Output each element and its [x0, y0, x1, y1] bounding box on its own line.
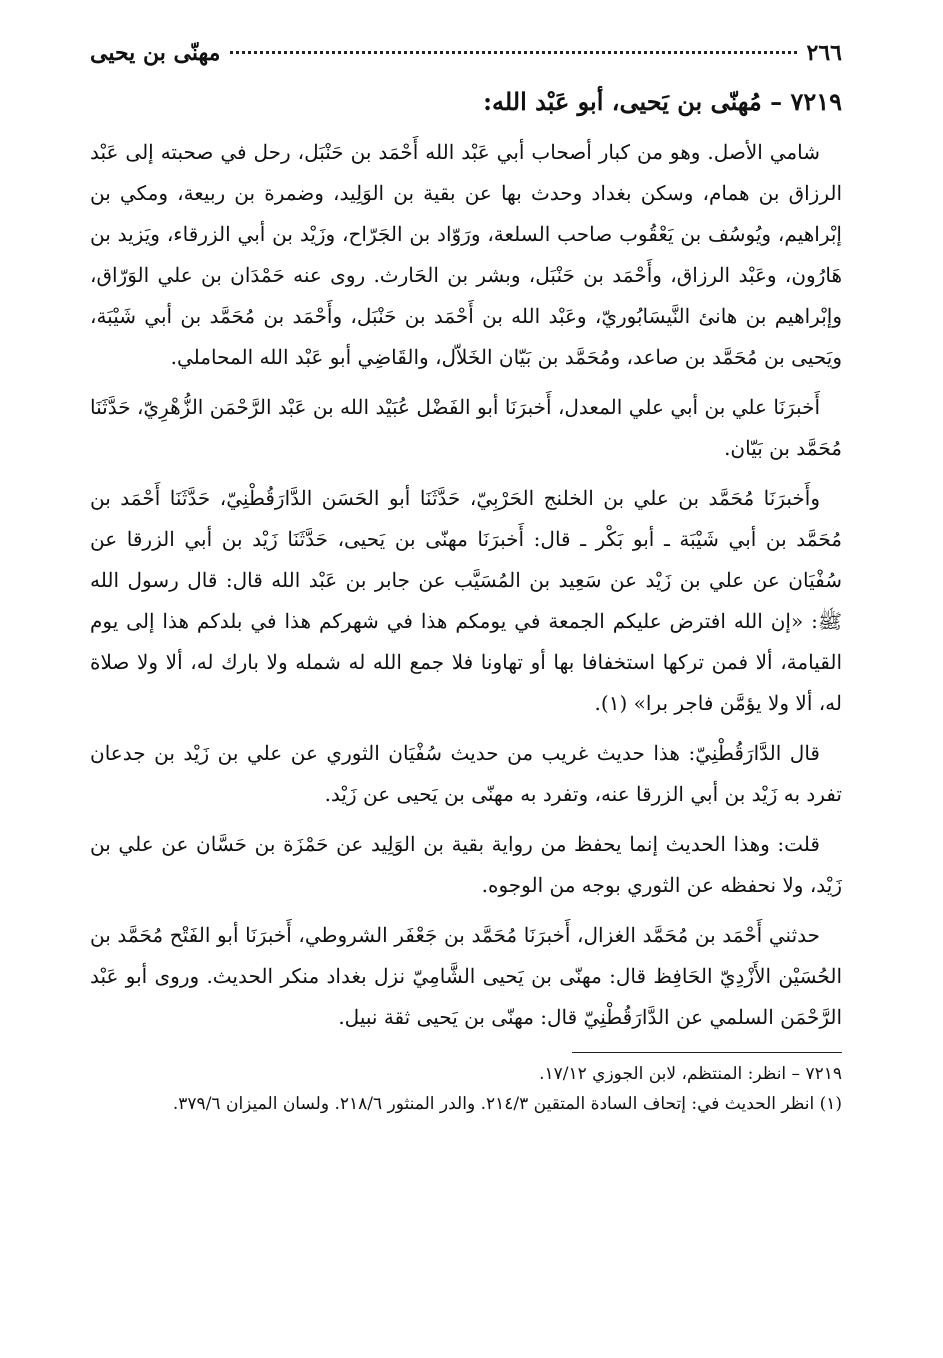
- footnote-divider: [572, 1052, 842, 1053]
- book-page: [90, 40, 842, 1330]
- running-header: [90, 40, 842, 76]
- running-title: مهنّى بن يحيى: [90, 40, 221, 66]
- paragraph-isnad-1: أَخبرَنَا علي بن أبي علي المعدل، أَخبرَنَا أبو الفَضْل عُبَيْد الله بن عَبْد الرَّحْمَن الزُّهْرِيّ، حَدَّثَنَا مُحَمَّد بن بَيّان.: [90, 395, 842, 460]
- footnotes: [90, 1059, 842, 1119]
- paragraph-daraqutni-comment: قال الدَّارَقُطْنِيّ: هذا حديث غريب من حديث سُفْيَان الثوري عن علي بن زَيْد بن جدعان تفرد به زَيْد بن أبي الزرقا عنه، وتفرد به مهنّى بن يَحيى عن زَيْد.: [90, 741, 842, 806]
- footnote-entry-source: ٧٢١٩ – انظر: المنتظم، لابن الجوزي ١٧/١٢.: [539, 1064, 842, 1084]
- footnote-hadith-sources: (١) انظر الحديث في: إتحاف السادة المتقين ٢١٤/٣. والدر المنثور ٢١٨/٦. ولسان الميزان ٣٧٩/٦.: [172, 1094, 842, 1114]
- paragraph-hadith: وأَخبرَنَا مُحَمَّد بن علي بن الخلنج الحَرْبِيّ، حَدَّثَنَا أبو الحَسَن الدَّارَقُطْنِيّ، حَدَّثَنَا أَحْمَد بن مُحَمَّد بن أبي شَيْبَة ـ أبو بَكْر ـ قال: أَخبرَنَا مهنّى بن يَحيى، حَدَّثَنَا زَيْد بن أبي الزرقا عن سُفْيَان عن علي بن زَيْد عن سَعِيد بن المُسَيَّب عن جابر بن عَبْد الله قال: قال رسول الله ﷺ: «إن الله افترض عليكم الجمعة في يومكم هذا في شهركم هذا في بلدكم هذا إلى يوم القيامة، ألا فمن تركها استخفافا بها أو تهاونا فلا جمع الله له شمله ولا بارك له، ألا ولا صلاة له، ألا ولا يؤمَّن فاجر برا» (١).: [90, 486, 842, 715]
- leader-dots: [230, 51, 796, 54]
- entry-body: [90, 132, 842, 1038]
- page-number: ٢٦٦: [806, 40, 842, 66]
- paragraph-grading: حدثني أَحْمَد بن مُحَمَّد الغزال، أَخبرَنَا مُحَمَّد بن جَعْفَر الشروطي، أَخبرَنَا أبو الفَتْح مُحَمَّد بن الحُسَيْن الأَزْدِيّ الحَافِظ قال: مهنّى بن يَحيى الشَّامِيّ نزل بغداد منكر الحديث. وروى أبو عَبْد الرَّحْمَن السلمي عن الدَّارَقُطْنِيّ قال: مهنّى بن يَحيى ثقة نبيل.: [90, 923, 842, 1029]
- paragraph-author-comment: قلت: وهذا الحديث إنما يحفظ من رواية بقية بن الوَلِيد عن حَمْزَة بن حَسَّان عن علي بن زَيْد، ولا نحفظه عن الثوري بوجه من الوجوه.: [90, 832, 842, 897]
- entry-title: ٧٢١٩ – مُهنّى بن يَحيى، أبو عَبْد الله:: [483, 87, 842, 116]
- paragraph-biography: شامي الأصل. وهو من كبار أصحاب أبي عَبْد الله أَحْمَد بن حَنْبَل، رحل في صحبته إلى عَبْد الرزاق بن همام، وسكن بغداد وحدث بها عن بقية بن الوَلِيد، وضمرة بن ربيعة، ومكي بن إبْراهيم، ويُوسُف بن يَعْقُوب صاحب السلعة، ورَوّاد بن الجَرّاح، وزَيْد بن أبي الزرقاء، ويَزيد بن هَارُون، وعَبْد الرزاق، وأَحْمَد بن حَنْبَل، وبشر بن الحَارث. روى عنه حَمْدَان بن علي الوَرّاق، وإبْراهيم بن هانئ النَّيسَابُوريّ، وعَبْد الله بن أَحْمَد بن حَنْبَل، وأَحْمَد بن مُحَمَّد بن أبي شَيْبَة، ويَحيى بن مُحَمَّد بن صاعد، ومُحَمَّد بن بَيّان الخَلاّل، والقَاضِي أبو عَبْد الله المحاملي.: [90, 140, 842, 369]
